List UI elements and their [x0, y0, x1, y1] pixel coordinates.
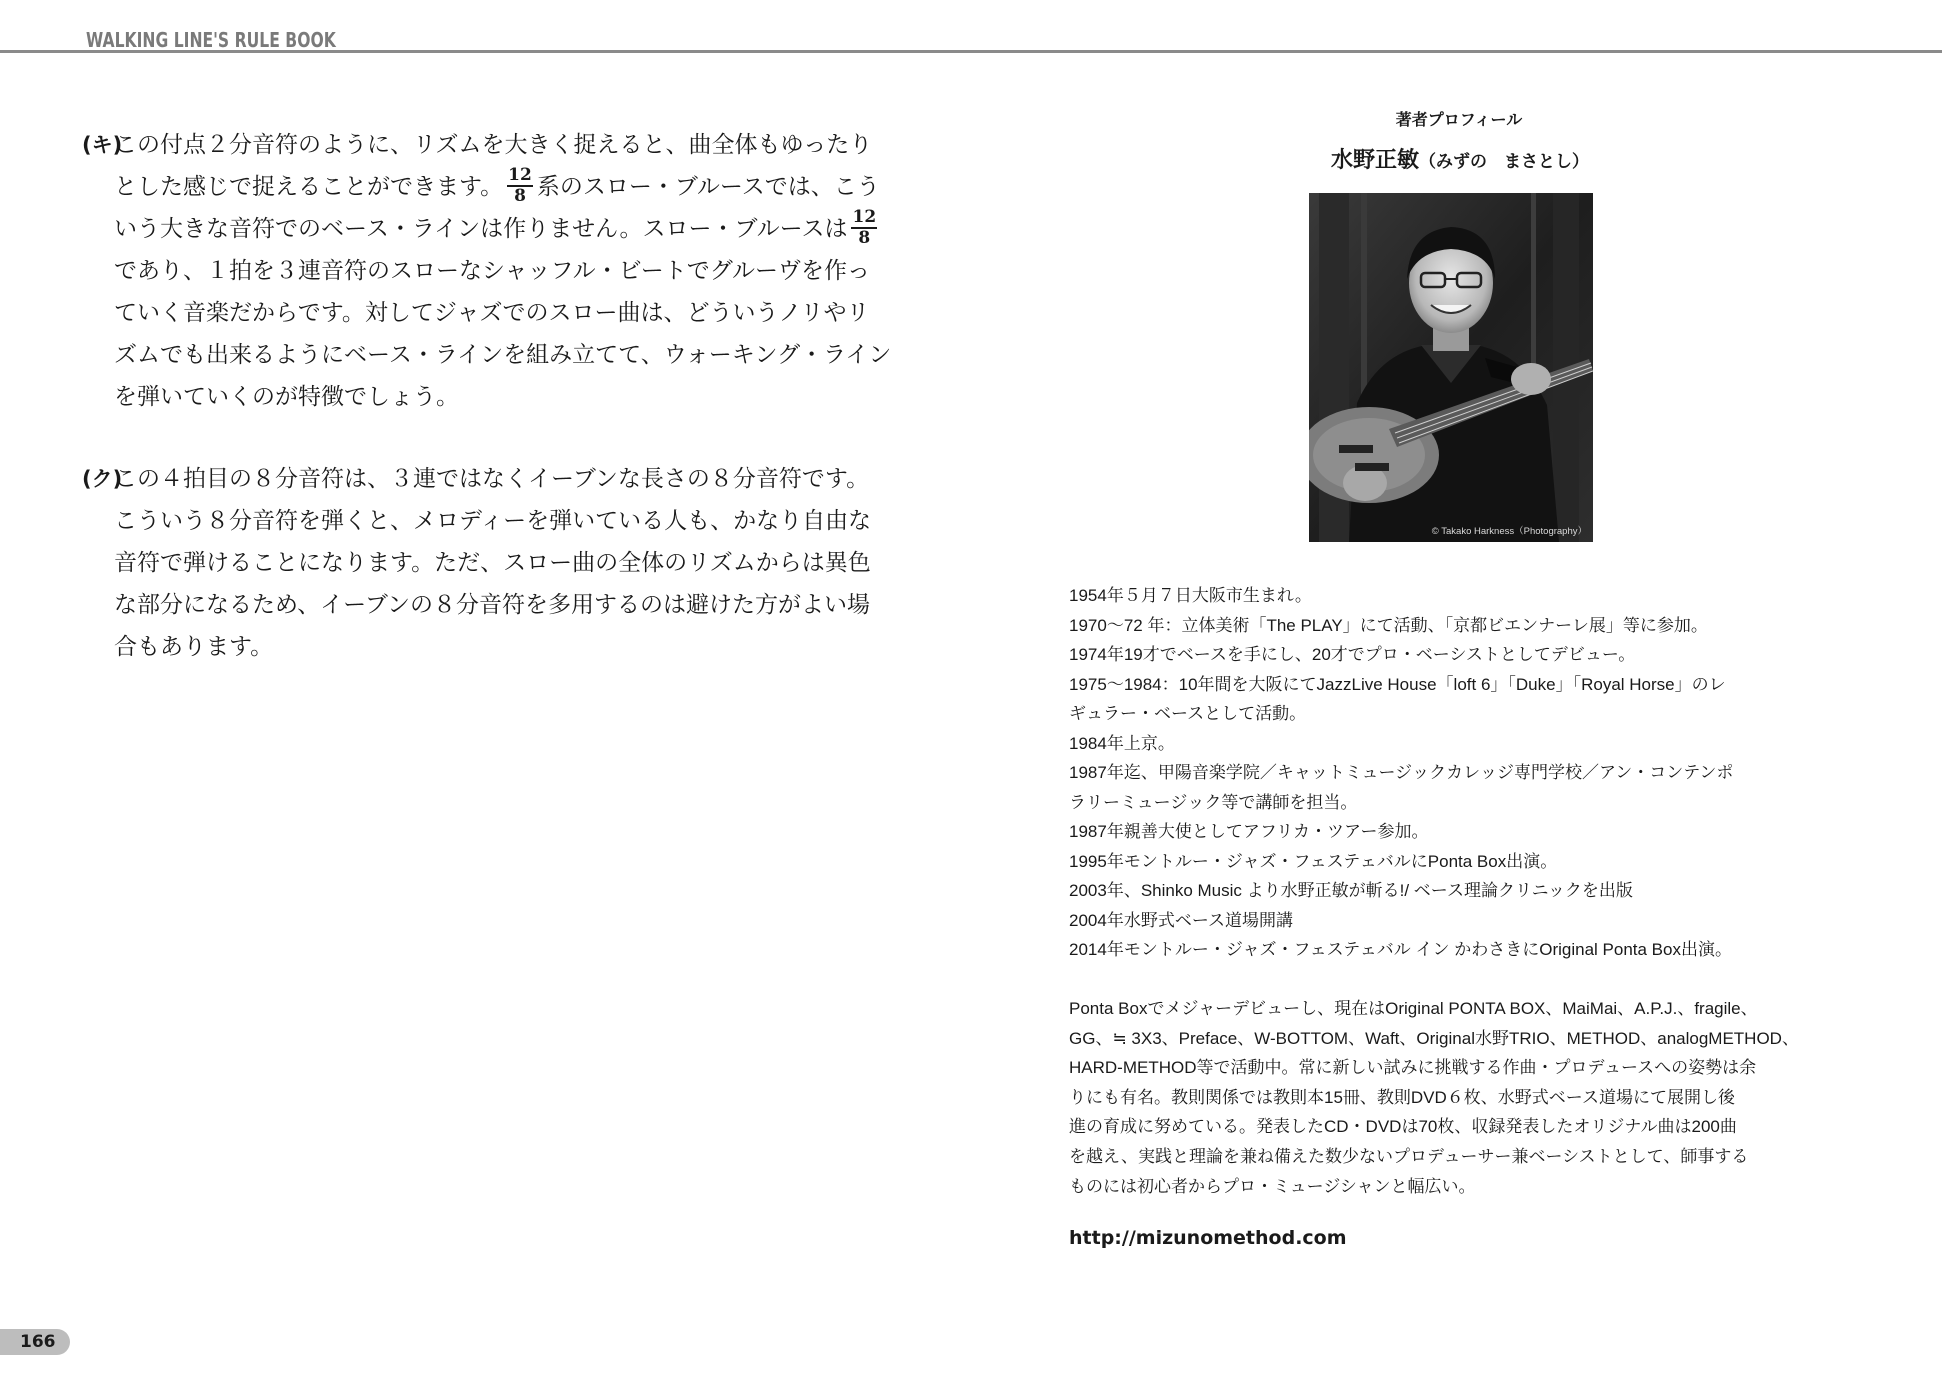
website-url: http://mizunomethod.com: [1069, 1227, 1347, 1249]
text-segment: とした感じで捉えることができます。: [114, 174, 504, 200]
time-signature-12-8: [851, 209, 877, 247]
bio-timeline: [1069, 581, 1849, 965]
bio-line: 1975～1984：10年間を大阪にてJazzLive House「loft 6」「Duke」「Royal Horse」のレ: [1069, 674, 1726, 694]
text-line: を弾いていくのが特徴でしょう。: [114, 384, 459, 410]
bio-line: 1970～72 年：立体美術「The PLAY」にて活動、「京都ビエンナーレ展」等に参加。: [1069, 615, 1708, 635]
text-line: この４拍目の８分音符は、３連ではなくイーブンな長さの８分音符です。: [114, 466, 870, 492]
summary-line: Ponta Boxでメジャーデビューし、現在はOriginal PONTA BOX、MaiMai、A.P.J.、fragile、: [1069, 999, 1758, 1018]
time-signature-denominator: 8: [514, 186, 526, 206]
text-line: 音符で弾けることになります。ただ、スロー曲の全体のリズムからは異色: [114, 550, 871, 576]
bio-line: 1954年５月７日大阪市生まれ。: [1069, 586, 1312, 605]
text-line-with-time-signature: [114, 166, 882, 208]
text-line: ていく音楽だからです。対してジャズでのスロー曲は、どういうノリやリ: [114, 300, 870, 326]
summary-line: ものには初心者からプロ・ミュージシャンと幅広い。: [1069, 1176, 1476, 1196]
bio-line: 1984年上京。: [1069, 733, 1175, 753]
profile-label: 著者プロフィール: [1395, 110, 1523, 129]
text-line-with-time-signature: [114, 208, 882, 250]
bio-line: ギュラー・ベースとして活動。: [1069, 704, 1307, 723]
author-photo-illustration: [1309, 193, 1593, 542]
note-paragraph-ki: [82, 124, 892, 418]
text-segment: いう大きな音符でのベース・ラインは作りません。スロー・ブルースは: [114, 216, 848, 242]
summary-line: 進の育成に努めている。発表したCD・DVDは70枚、収録発表したオリジナル曲は200曲: [1069, 1117, 1737, 1137]
author-name-kanji: 水野正敏: [1330, 148, 1419, 173]
bio-line: ラリーミュージック等で講師を担当。: [1069, 792, 1358, 812]
bio-line: 2004年水野式ベース道場開講: [1069, 910, 1293, 930]
bio-line: 2003年、Shinko Music より水野正敏が斬る!/ ベース理論クリニックを出版: [1069, 881, 1633, 900]
text-line: 合もあります。: [114, 634, 274, 660]
text-line: この付点２分音符のように、リズムを大きく捉えると、曲全体もゆったり: [114, 132, 873, 158]
bio-line: 2014年モントルー・ジャズ・フェステェバル イン かわさきにOriginal Ponta Box出演。: [1069, 940, 1732, 959]
text-line: であり、１拍を３連音符のスローなシャッフル・ビートでグルーヴを作っ: [114, 258, 871, 284]
time-signature-numerator: 12: [852, 207, 877, 227]
summary-line: りにも有名。教則関係では教則本15冊、教則DVD６枚、水野式ベース道場にて展開し後: [1069, 1087, 1735, 1107]
time-signature-12-8: [507, 167, 533, 205]
summary-line: HARD-METHOD等で活動中。常に新しい試みに挑戦する作曲・プロデュースへの姿勢は余: [1069, 1058, 1757, 1078]
bio-summary: [1069, 994, 1849, 1201]
time-signature-numerator: 12: [508, 165, 532, 185]
commentary-column: [82, 124, 892, 668]
paragraph-marker: (キ): [82, 133, 123, 157]
paragraph-marker: (ク): [82, 467, 123, 491]
text-line: ズムでも出来るようにベース・ラインを組み立てて、ウォーキング・ライン: [114, 342, 892, 368]
time-signature-denominator: 8: [858, 228, 871, 248]
text-line: な部分になるため、イーブンの８分音符を多用するのは避けた方がよい場: [114, 592, 871, 618]
bio-line: 1987年親善大使としてアフリカ・ツアー参加。: [1069, 822, 1429, 841]
running-title: WALKING LINE'S RULE BOOK: [86, 28, 336, 52]
text-segment: 系のスロー・ブルースでは、こう: [536, 174, 880, 200]
text-line: こういう８分音符を弾くと、メロディーを弾いている人も、かなり自由な: [114, 508, 872, 534]
author-name-reading: （みずの まさとし）: [1419, 152, 1589, 172]
photo-credit: © Takako Harkness（Photography）: [1431, 526, 1587, 537]
bio-line: 1987年迄、甲陽音楽学院／キャットミュージックカレッジ専門学校／アン・コンテンポ: [1069, 763, 1734, 782]
author-name: [1300, 143, 1620, 174]
author-photo: [1309, 193, 1593, 542]
summary-line: GG、≒ 3X3、Preface、W-BOTTOM、Waft、Original水野TRIO、METHOD、analogMETHOD、: [1069, 1028, 1799, 1048]
note-paragraph-ku: [82, 458, 882, 668]
page-number: 166: [0, 1329, 70, 1355]
summary-line: を越え、実践と理論を兼ね備えた数少ないプロデューサー兼ベーシストとして、師事する: [1069, 1146, 1749, 1166]
bio-line: 1995年モントルー・ジャズ・フェステェバルにPonta Box出演。: [1069, 851, 1558, 871]
bio-line: 1974年19才でベースを手にし、20才でプロ・ベーシストとしてデビュー。: [1069, 645, 1636, 664]
